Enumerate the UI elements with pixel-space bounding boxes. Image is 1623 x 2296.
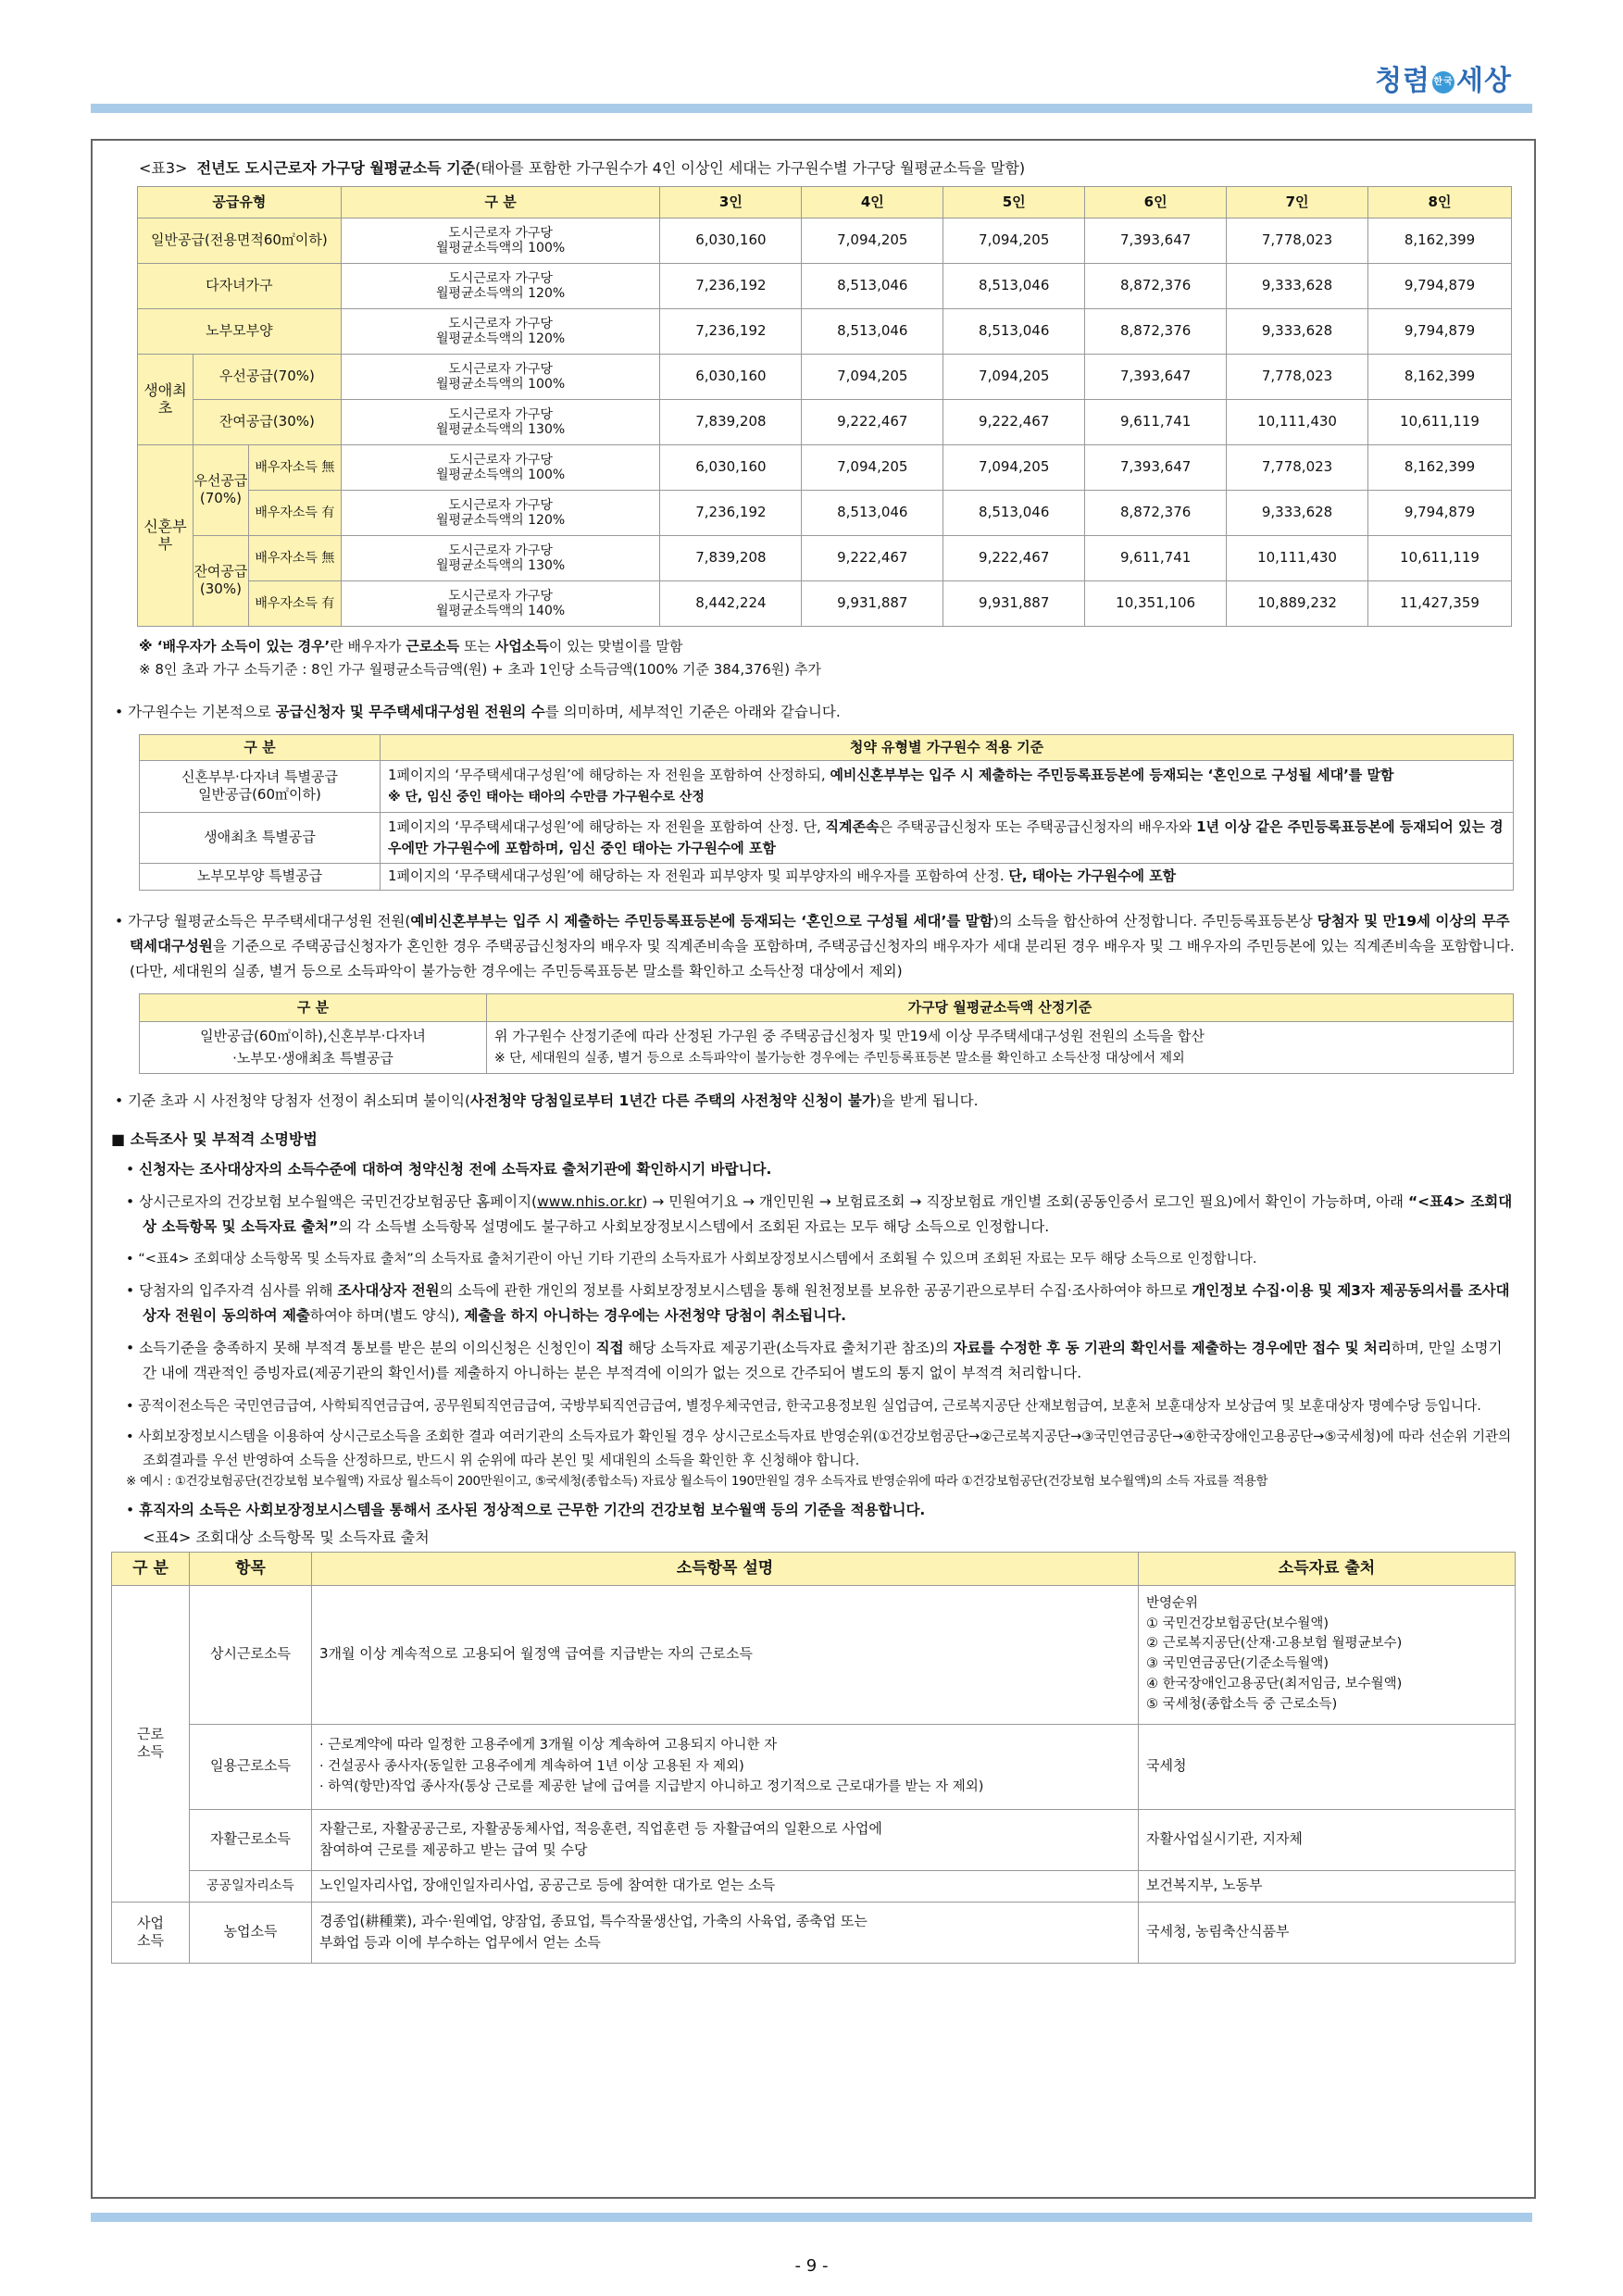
row-item: 자활근로소득 <box>190 1809 312 1870</box>
cell-value: 9,931,887 <box>802 580 943 626</box>
cell-value: 8,513,046 <box>802 263 943 308</box>
row-standard: 도시근로자 가구당 월평균소득액의 120% <box>341 263 660 308</box>
col-header: 소득자료 출처 <box>1139 1552 1516 1585</box>
row-standard: 도시근로자 가구당 월평균소득액의 100% <box>341 354 660 399</box>
table-header-row <box>112 1552 1516 1585</box>
row-desc: 1페이지의 ‘무주택세대구성원’에 해당하는 자 전원을 포함하여 산정. 단, 직계존속은 주택공급신청자 또는 주택공급신청자의 배우자와 1년 이상 같은 주민등록표등본에 등재되어 있는 경우에만 가구원수에 포함하며, 임신 중인 태아는 가구원수에 포함 <box>381 812 1514 864</box>
cell-value: 7,094,205 <box>802 218 943 263</box>
cell-value: 7,393,647 <box>1085 354 1227 399</box>
row-type: 다자녀가구 <box>138 263 342 308</box>
row-source: 반영순위 ① 국민건강보험공단(보수월액) ② 근로복지공단(산재·고용보험 월평균보수) ③ 국민연금공단(기준소득월액) ④ 한국장애인고용공단(최저임금, 보수월액) ⑤ 국세청(종합소득 중 근로소득) <box>1139 1585 1516 1724</box>
row-subgroup: 잔여공급(30%) <box>193 535 248 626</box>
cell-value: 9,333,628 <box>1227 490 1368 535</box>
row-desc: · 근로계약에 따라 일정한 고용주에게 3개월 이상 계속하여 고용되지 아니한 자 · 건설공사 종사자(동일한 고용주에게 계속하여 1년 이상 고용된 자 제외) · 하역(항만)작업 종사자(통상 근로를 제공한 날에 급여를 지급받지 아니하고 정기적으로 근로대가를 받는 자 제외) <box>312 1724 1139 1809</box>
row-group: 생애최초 <box>138 354 194 444</box>
col-header: 청약 유형별 가구원수 적용 기준 <box>381 734 1514 760</box>
income-source-table <box>111 1552 1516 1964</box>
income-standard-table <box>137 186 1512 627</box>
row-source: 보건복지부, 노동부 <box>1139 1870 1516 1902</box>
cell-value: 9,931,887 <box>943 580 1085 626</box>
row-standard: 도시근로자 가구당 월평균소득액의 140% <box>341 580 660 626</box>
cell-value: 7,839,208 <box>660 535 802 580</box>
survey-bullet-2: • 상시근로자의 건강보험 보수월액은 국민건강보험공단 홈페이지(www.nhis.or.kr) → 민원여기요 → 개인민원 → 보험료조회 → 직장보험료 개인별 조회(공동인증서 로그인 필요)에서 확인이 가능하며, 아래 “<표4> 조회대상 소득항목 및 소득자료 출처”의 각 소득별 소득항목 설명에도 불구하고 사회보장정보시스템에서 조회된 자료는 모두 해당 소득으로 인정합니다. <box>126 1193 1513 1236</box>
cell-value: 9,794,879 <box>1368 490 1512 535</box>
cell-value: 8,162,399 <box>1368 444 1512 490</box>
col-header: 항목 <box>190 1552 312 1585</box>
row-subgroup: 우선공급(70%) <box>193 444 248 535</box>
cell-value: 6,030,160 <box>660 354 802 399</box>
cell-value: 11,427,359 <box>1368 580 1512 626</box>
row-item: 상시근로소득 <box>190 1585 312 1724</box>
table-row <box>138 218 1512 263</box>
table-row <box>138 308 1512 354</box>
cell-value: 9,333,628 <box>1227 263 1368 308</box>
page-number: - 9 - <box>794 2256 829 2276</box>
household-intro: • 가구원수는 기본적으로 공급신청자 및 무주택세대구성원 전원의 수를 의미하며, 세부적인 기준은 아래와 같습니다. <box>115 703 841 720</box>
table-row <box>140 864 1514 891</box>
brand-logo: 청렴 한국 세상 <box>1375 65 1512 97</box>
survey-bullet-6: • 공적이전소득은 국민연금급여, 사학퇴직연금급여, 공무원퇴직연금급여, 국방부퇴직연금급여, 별정우체국연금, 한국고용정보원 실업급여, 근로복지공단 산재보험급여, 보훈처 보훈대상자 보상급여 및 보훈대상자 명예수당 등입니다. <box>126 1397 1481 1414</box>
cell-value: 9,222,467 <box>943 399 1085 444</box>
row-source: 국세청 <box>1139 1724 1516 1809</box>
cell-value: 7,393,647 <box>1085 218 1227 263</box>
cell-value: 6,030,160 <box>660 444 802 490</box>
cell-value: 8,513,046 <box>943 308 1085 354</box>
row-type: 노부모부양 <box>138 308 342 354</box>
row-type: 우선공급(70%) <box>193 354 341 399</box>
cell-value: 9,611,741 <box>1085 399 1227 444</box>
cell-value: 10,611,119 <box>1368 399 1512 444</box>
row-type: 배우자소득 無 <box>248 535 341 580</box>
income-paragraph: • 가구당 월평균소득은 무주택세대구성원 전원(예비신혼부부는 입주 시 제출하는 주민등록표등본에 등재되는 ‘혼인으로 구성될 세대’를 말함)의 소득을 합산하여 산정합니다. 주민등록표등본상 당첨자 및 만19세 이상의 무주택세대구성원을 기준으로 주택공급신청자가 혼인한 경우 주택공급신청자의 배우자 및 직계존비속을 포함하며, 주택공급신청자의 배우자가 세대 분리된 경우 배우자 및 그 배우자의 주민등본에 있는 직계존비속을 포함합니다.(다만, 세대원의 실종, 별거 등으로 소득파악이 불가능한 경우에는 주민등록표등본 말소를 확인하고 소득산정 대상에서 제외) <box>115 912 1515 980</box>
cell-value: 8,442,224 <box>660 580 802 626</box>
cell-value: 10,611,119 <box>1368 535 1512 580</box>
table3-note-1: ※ ‘배우자가 소득이 있는 경우’란 배우자가 근로소득 또는 사업소득이 있는 맞벌이를 말함 <box>139 637 683 655</box>
cell-value: 7,236,192 <box>660 308 802 354</box>
row-desc: 1페이지의 ‘무주택세대구성원’에 해당하는 자 전원과 피부양자 및 피부양자의 배우자를 포함하여 산정. 단, 태아는 가구원수에 포함 <box>381 864 1514 891</box>
col-header: 7인 <box>1227 186 1368 218</box>
table-header-row <box>138 186 1512 218</box>
row-item: 농업소득 <box>190 1902 312 1963</box>
cell-value: 9,794,879 <box>1368 308 1512 354</box>
col-header: 5인 <box>943 186 1085 218</box>
cell-value: 9,222,467 <box>943 535 1085 580</box>
row-standard: 도시근로자 가구당 월평균소득액의 120% <box>341 490 660 535</box>
cell-value: 7,393,647 <box>1085 444 1227 490</box>
table-row <box>140 1022 1514 1074</box>
cell-value: 8,162,399 <box>1368 354 1512 399</box>
table-row <box>140 812 1514 864</box>
row-desc: 자활근로, 자활공공근로, 자활공동체사업, 적응훈련, 직업훈련 등 자활급여의 일환으로 사업에 참여하여 근로를 제공하고 받는 급여 및 수당 <box>312 1809 1139 1870</box>
cell-value: 7,778,023 <box>1227 444 1368 490</box>
table-row <box>112 1585 1516 1724</box>
survey-bullet-1: • 신청자는 조사대상자의 소득수준에 대하여 청약신청 전에 소득자료 출처기관에 확인하시기 바랍니다. <box>126 1161 772 1179</box>
section-title: ■ 소득조사 및 부적격 소명방법 <box>111 1130 318 1149</box>
nhis-link[interactable]: www.nhis.or.kr <box>537 1193 643 1211</box>
header-rule <box>91 104 1532 113</box>
row-desc: 위 가구원수 산정기준에 따라 산정된 가구원 중 주택공급신청자 및 만19세 이상 무주택세대구성원 전원의 소득을 합산 ※ 단, 세대원의 실종, 별거 등으로 소득파악이 불가능한 경우에는 주민등록표등본 말소를 확인하고 소득산정 대상에서 제외 <box>487 1022 1514 1074</box>
survey-bullet-5: • 소득기준을 충족하지 못해 부적격 통보를 받은 분의 이의신청은 신청인이 직접 해당 소득자료 제공기관(소득자료 출처기관 참조)의 자료를 수정한 후 동 기관의 확인서를 제출하는 경우에만 접수 및 처리하며, 만일 소명기간 내에 객관적인 증빙자료(제공기관의 확인서)를 제출하지 아니하는 분은 부적격에 이의가 없는 것으로 간주되어 별도의 통지 없이 부적격 처리합니다. <box>126 1340 1503 1382</box>
cell-value: 6,030,160 <box>660 218 802 263</box>
cell-value: 7,236,192 <box>660 490 802 535</box>
table-header-row <box>140 994 1514 1022</box>
row-group: 근로 소득 <box>112 1585 190 1902</box>
cell-value: 10,111,430 <box>1227 535 1368 580</box>
cell-value: 10,889,232 <box>1227 580 1368 626</box>
col-header: 3인 <box>660 186 802 218</box>
row-standard: 도시근로자 가구당 월평균소득액의 100% <box>341 218 660 263</box>
table-row <box>112 1902 1516 1963</box>
cell-value: 10,111,430 <box>1227 399 1368 444</box>
cell-value: 7,094,205 <box>802 444 943 490</box>
table-row <box>112 1870 1516 1902</box>
col-header: 구 분 <box>341 186 660 218</box>
table3-caption: <표3> 전년도 도시근로자 가구당 월평균소득 기준(태아를 포함한 가구원수가 4인 이상인 세대는 가구원수별 가구당 월평균소득을 말함) <box>139 159 1026 177</box>
cell-value: 9,222,467 <box>802 535 943 580</box>
cell-value: 7,094,205 <box>943 218 1085 263</box>
row-desc: 1페이지의 ‘무주택세대구성원’에 해당하는 자 전원을 포함하여 산정하되, 예비신혼부부는 입주 시 제출하는 주민등록표등본에 등재되는 ‘혼인으로 구성될 세대’를 말함 ※ 단, 임신 중인 태아는 태아의 수만큼 가구원수로 산정 <box>381 760 1514 812</box>
table-row <box>138 580 1512 626</box>
table-row <box>138 354 1512 399</box>
row-item: 일용근로소득 <box>190 1724 312 1809</box>
table-row <box>138 535 1512 580</box>
cell-value: 7,094,205 <box>802 354 943 399</box>
cell-value: 8,513,046 <box>802 490 943 535</box>
col-header: 가구당 월평균소득액 산정기준 <box>487 994 1514 1022</box>
footer-rule <box>91 2213 1532 2222</box>
survey-example: ※ 예시 : ①건강보험공단(건강보험 보수월액) 자료상 월소득이 200만원이고, ⑤국세청(종합소득) 자료상 월소득이 190만원일 경우 소득자료 반영순위에 따라 ①건강보험공단(건강보험 보수월액)의 소득 자료를 적용함 <box>126 1474 1268 1490</box>
cell-value: 8,513,046 <box>943 490 1085 535</box>
row-type: 배우자소득 有 <box>248 580 341 626</box>
survey-bullet-3: • “<표4> 조회대상 소득항목 및 소득자료 출처”의 소득자료 출처기관이 아닌 기타 기관의 소득자료가 사회보장정보시스템에서 조회될 수 있으며 조회된 자료는 모두 해당 소득으로 인정합니다. <box>126 1251 1257 1267</box>
col-header: 구 분 <box>112 1552 190 1585</box>
cell-value: 9,333,628 <box>1227 308 1368 354</box>
table-row <box>138 263 1512 308</box>
logo-mark-icon: 한국 <box>1432 71 1454 94</box>
cell-value: 7,839,208 <box>660 399 802 444</box>
cell-value: 8,872,376 <box>1085 490 1227 535</box>
table-row <box>138 399 1512 444</box>
row-type: 일반공급(60㎡이하),신혼부부·다자녀 ·노부모·생애최초 특별공급 <box>140 1022 487 1074</box>
table-row <box>112 1724 1516 1809</box>
col-header: 8인 <box>1368 186 1512 218</box>
cell-value: 9,794,879 <box>1368 263 1512 308</box>
table-header-row <box>140 734 1514 760</box>
cell-value: 9,611,741 <box>1085 535 1227 580</box>
cell-value: 8,513,046 <box>802 308 943 354</box>
row-type: 잔여공급(30%) <box>193 399 341 444</box>
survey-bullet-4: • 당첨자의 입주자격 심사를 위해 조사대상자 전원의 소득에 관한 개인의 정보를 사회보장정보시스템을 통해 원천정보를 보유한 공공기관으로부터 수집·조사하여야 하므로 개인정보 수집·이용 및 제3자 제공동의서를 조사대상자 전원이 동의하여 제출하여야 하며(별도 양식), 제출을 하지 아니하는 경우에는 사전청약 당첨이 취소됩니다. <box>126 1282 1510 1325</box>
cell-value: 8,513,046 <box>943 263 1085 308</box>
row-type: 배우자소득 有 <box>248 490 341 535</box>
cell-value: 10,351,106 <box>1085 580 1227 626</box>
cell-value: 7,778,023 <box>1227 354 1368 399</box>
col-header: 소득항목 설명 <box>312 1552 1139 1585</box>
col-header: 구 분 <box>140 994 487 1022</box>
row-source: 자활사업실시기관, 지자체 <box>1139 1809 1516 1870</box>
cell-value: 7,236,192 <box>660 263 802 308</box>
row-source: 국세청, 농림축산식품부 <box>1139 1902 1516 1963</box>
row-item: 공공일자리소득 <box>190 1870 312 1902</box>
table4-caption: <표4> 조회대상 소득항목 및 소득자료 출처 <box>143 1528 430 1546</box>
row-type: 배우자소득 無 <box>248 444 341 490</box>
row-standard: 도시근로자 가구당 월평균소득액의 100% <box>341 444 660 490</box>
cell-value: 8,872,376 <box>1085 308 1227 354</box>
survey-bullet-7: • 사회보장정보시스템을 이용하여 상시근로소득을 조회한 결과 여러기관의 소득자료가 확인될 경우 상시근로소득자료 반영순위(①건강보험공단→②근로복지공단→③국민연금공단→④한국장애인고용공단→⑤국세청)에 따라 선순위 기관의 조회결과를 우선 반영하여 소득을 산정하므로, 반드시 위 순위에 따라 본인 및 세대원의 소득을 확인한 후 신청해야 합니다. <box>126 1429 1512 1468</box>
table-row <box>138 444 1512 490</box>
col-header: 6인 <box>1085 186 1227 218</box>
table-row <box>138 490 1512 535</box>
cell-value: 8,872,376 <box>1085 263 1227 308</box>
table3-note-2: ※ 8인 초과 가구 소득기준 : 8인 가구 월평균소득금액(원) + 초과 1인당 소득금액(100% 기준 384,376원) 추가 <box>139 661 821 679</box>
row-standard: 도시근로자 가구당 월평균소득액의 120% <box>341 308 660 354</box>
col-header: 4인 <box>802 186 943 218</box>
row-standard: 도시근로자 가구당 월평균소득액의 130% <box>341 399 660 444</box>
col-header: 공급유형 <box>138 186 342 218</box>
cell-value: 7,778,023 <box>1227 218 1368 263</box>
cell-value: 7,094,205 <box>943 354 1085 399</box>
survey-bullet-8: • 휴직자의 소득은 사회보장정보시스템을 통해서 조사된 정상적으로 근무한 기간의 건강보험 보수월액 등의 기준을 적용합니다. <box>126 1501 926 1518</box>
cell-value: 9,222,467 <box>802 399 943 444</box>
row-group: 신혼부부 <box>138 444 194 626</box>
row-desc: 3개월 이상 계속적으로 고용되어 월정액 급여를 지급받는 자의 근로소득 <box>312 1585 1139 1724</box>
row-desc: 노인일자리사업, 장애인일자리사업, 공공근로 등에 참여한 대가로 얻는 소득 <box>312 1870 1139 1902</box>
table-row <box>112 1809 1516 1870</box>
penalty-note: • 기준 초과 시 사전청약 당첨자 선정이 취소되며 불이익(사전청약 당첨일로부터 1년간 다른 주택의 사전청약 신청이 불가)을 받게 됩니다. <box>115 1092 979 1110</box>
income-calc-table <box>139 993 1514 1074</box>
row-type: 신혼부부·다자녀 특별공급 일반공급(60㎡이하) <box>140 760 381 812</box>
row-group: 사업 소득 <box>112 1902 190 1963</box>
col-header: 구 분 <box>140 734 381 760</box>
row-type: 생애최초 특별공급 <box>140 812 381 864</box>
row-type: 일반공급(전용면적60㎡이하) <box>138 218 342 263</box>
cell-value: 7,094,205 <box>943 444 1085 490</box>
cell-value: 8,162,399 <box>1368 218 1512 263</box>
row-desc: 경종업(耕種業), 과수·원예업, 양잠업, 종묘업, 특수작물생산업, 가축의 사육업, 종축업 또는 부화업 등과 이에 부수하는 업무에서 얻는 소득 <box>312 1902 1139 1963</box>
row-standard: 도시근로자 가구당 월평균소득액의 130% <box>341 535 660 580</box>
table-row <box>140 760 1514 812</box>
household-table <box>139 734 1514 891</box>
row-type: 노부모부양 특별공급 <box>140 864 381 891</box>
content-frame <box>91 139 1536 2199</box>
